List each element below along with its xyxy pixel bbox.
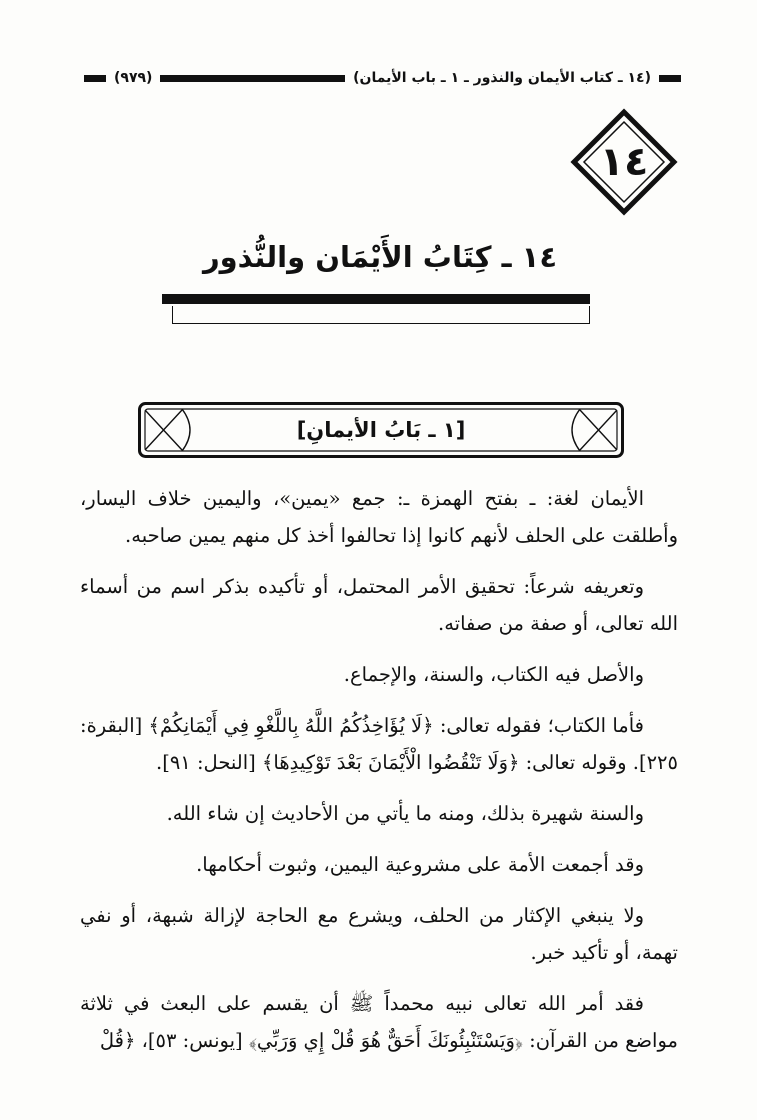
title-rule-thick xyxy=(162,294,590,304)
section-title: [١ ـ بَابُ الأيمانِ] xyxy=(296,418,466,442)
section-banner xyxy=(138,402,624,458)
book-title: ١٤ ـ كِتَابُ الأَيْمَان والنُّذور xyxy=(202,240,558,274)
chapter-number: ١٤ xyxy=(599,139,649,185)
paragraph: الأيمان لغة: ـ بفتح الهمزة ـ: جمع «يمين»، واليمين خلاف اليسار، وأطلقت على الحلف لأنهم كانوا إذا تحالفوا أخذ كل منهم يمين صاحبه. xyxy=(80,487,678,547)
paragraph: فقد أمر الله تعالى نبيه محمداً ﷺ أن يقسم على البعث في ثلاثة مواضع من القرآن: ﴿وَيَسْتَنْبِئُونَكَ أَحَقٌّ هُوَ قُلْ إِي وَرَبِّي﴾ [يونس: ٥٣]، ﴿قُلْ xyxy=(80,992,678,1052)
page-number: (٩٧٩) xyxy=(114,70,153,86)
header-rule-left xyxy=(84,75,106,82)
paragraph: ولا ينبغي الإكثار من الحلف، ويشرع مع الحاجة لإزالة شبهة، أو نفي تهمة، أو تأكيد خبر. xyxy=(80,904,678,964)
paragraph: والسنة شهيرة بذلك، ومنه ما يأتي من الأحاديث إن شاء الله. xyxy=(166,802,644,825)
paragraph: والأصل فيه الكتاب، والسنة، والإجماع. xyxy=(343,663,644,686)
paragraph: وتعريفه شرعاً: تحقيق الأمر المحتمل، أو تأكيده بذكر اسم من أسماء الله تعالى، أو صفة من صفاته. xyxy=(80,575,678,635)
paragraph: وقد أجمعت الأمة على مشروعية اليمين، وثبوت أحكامها. xyxy=(196,853,644,876)
running-header xyxy=(84,66,681,90)
header-rule-middle xyxy=(160,75,345,82)
paragraph: فأما الكتاب؛ فقوله تعالى: ﴿لَا يُؤَاخِذُكُمُ اللَّهُ بِاللَّغْوِ فِي أَيْمَانِكُمْ﴾ [البقرة: ٢٢٥]. وقوله تعالى: ﴿وَلَا تَنْقُضُوا الْأَيْمَانَ بَعْدَ تَوْكِيدِهَا﴾ [النحل: ٩١]. xyxy=(80,714,678,774)
chapter-number-diamond xyxy=(570,108,678,216)
body-text xyxy=(80,480,678,1073)
running-title: (١٤ ـ كتاب الأيمان والنذور ـ ١ ـ باب الأيمان) xyxy=(353,70,651,86)
title-rule-frame xyxy=(172,306,590,324)
header-rule-right xyxy=(659,75,681,82)
